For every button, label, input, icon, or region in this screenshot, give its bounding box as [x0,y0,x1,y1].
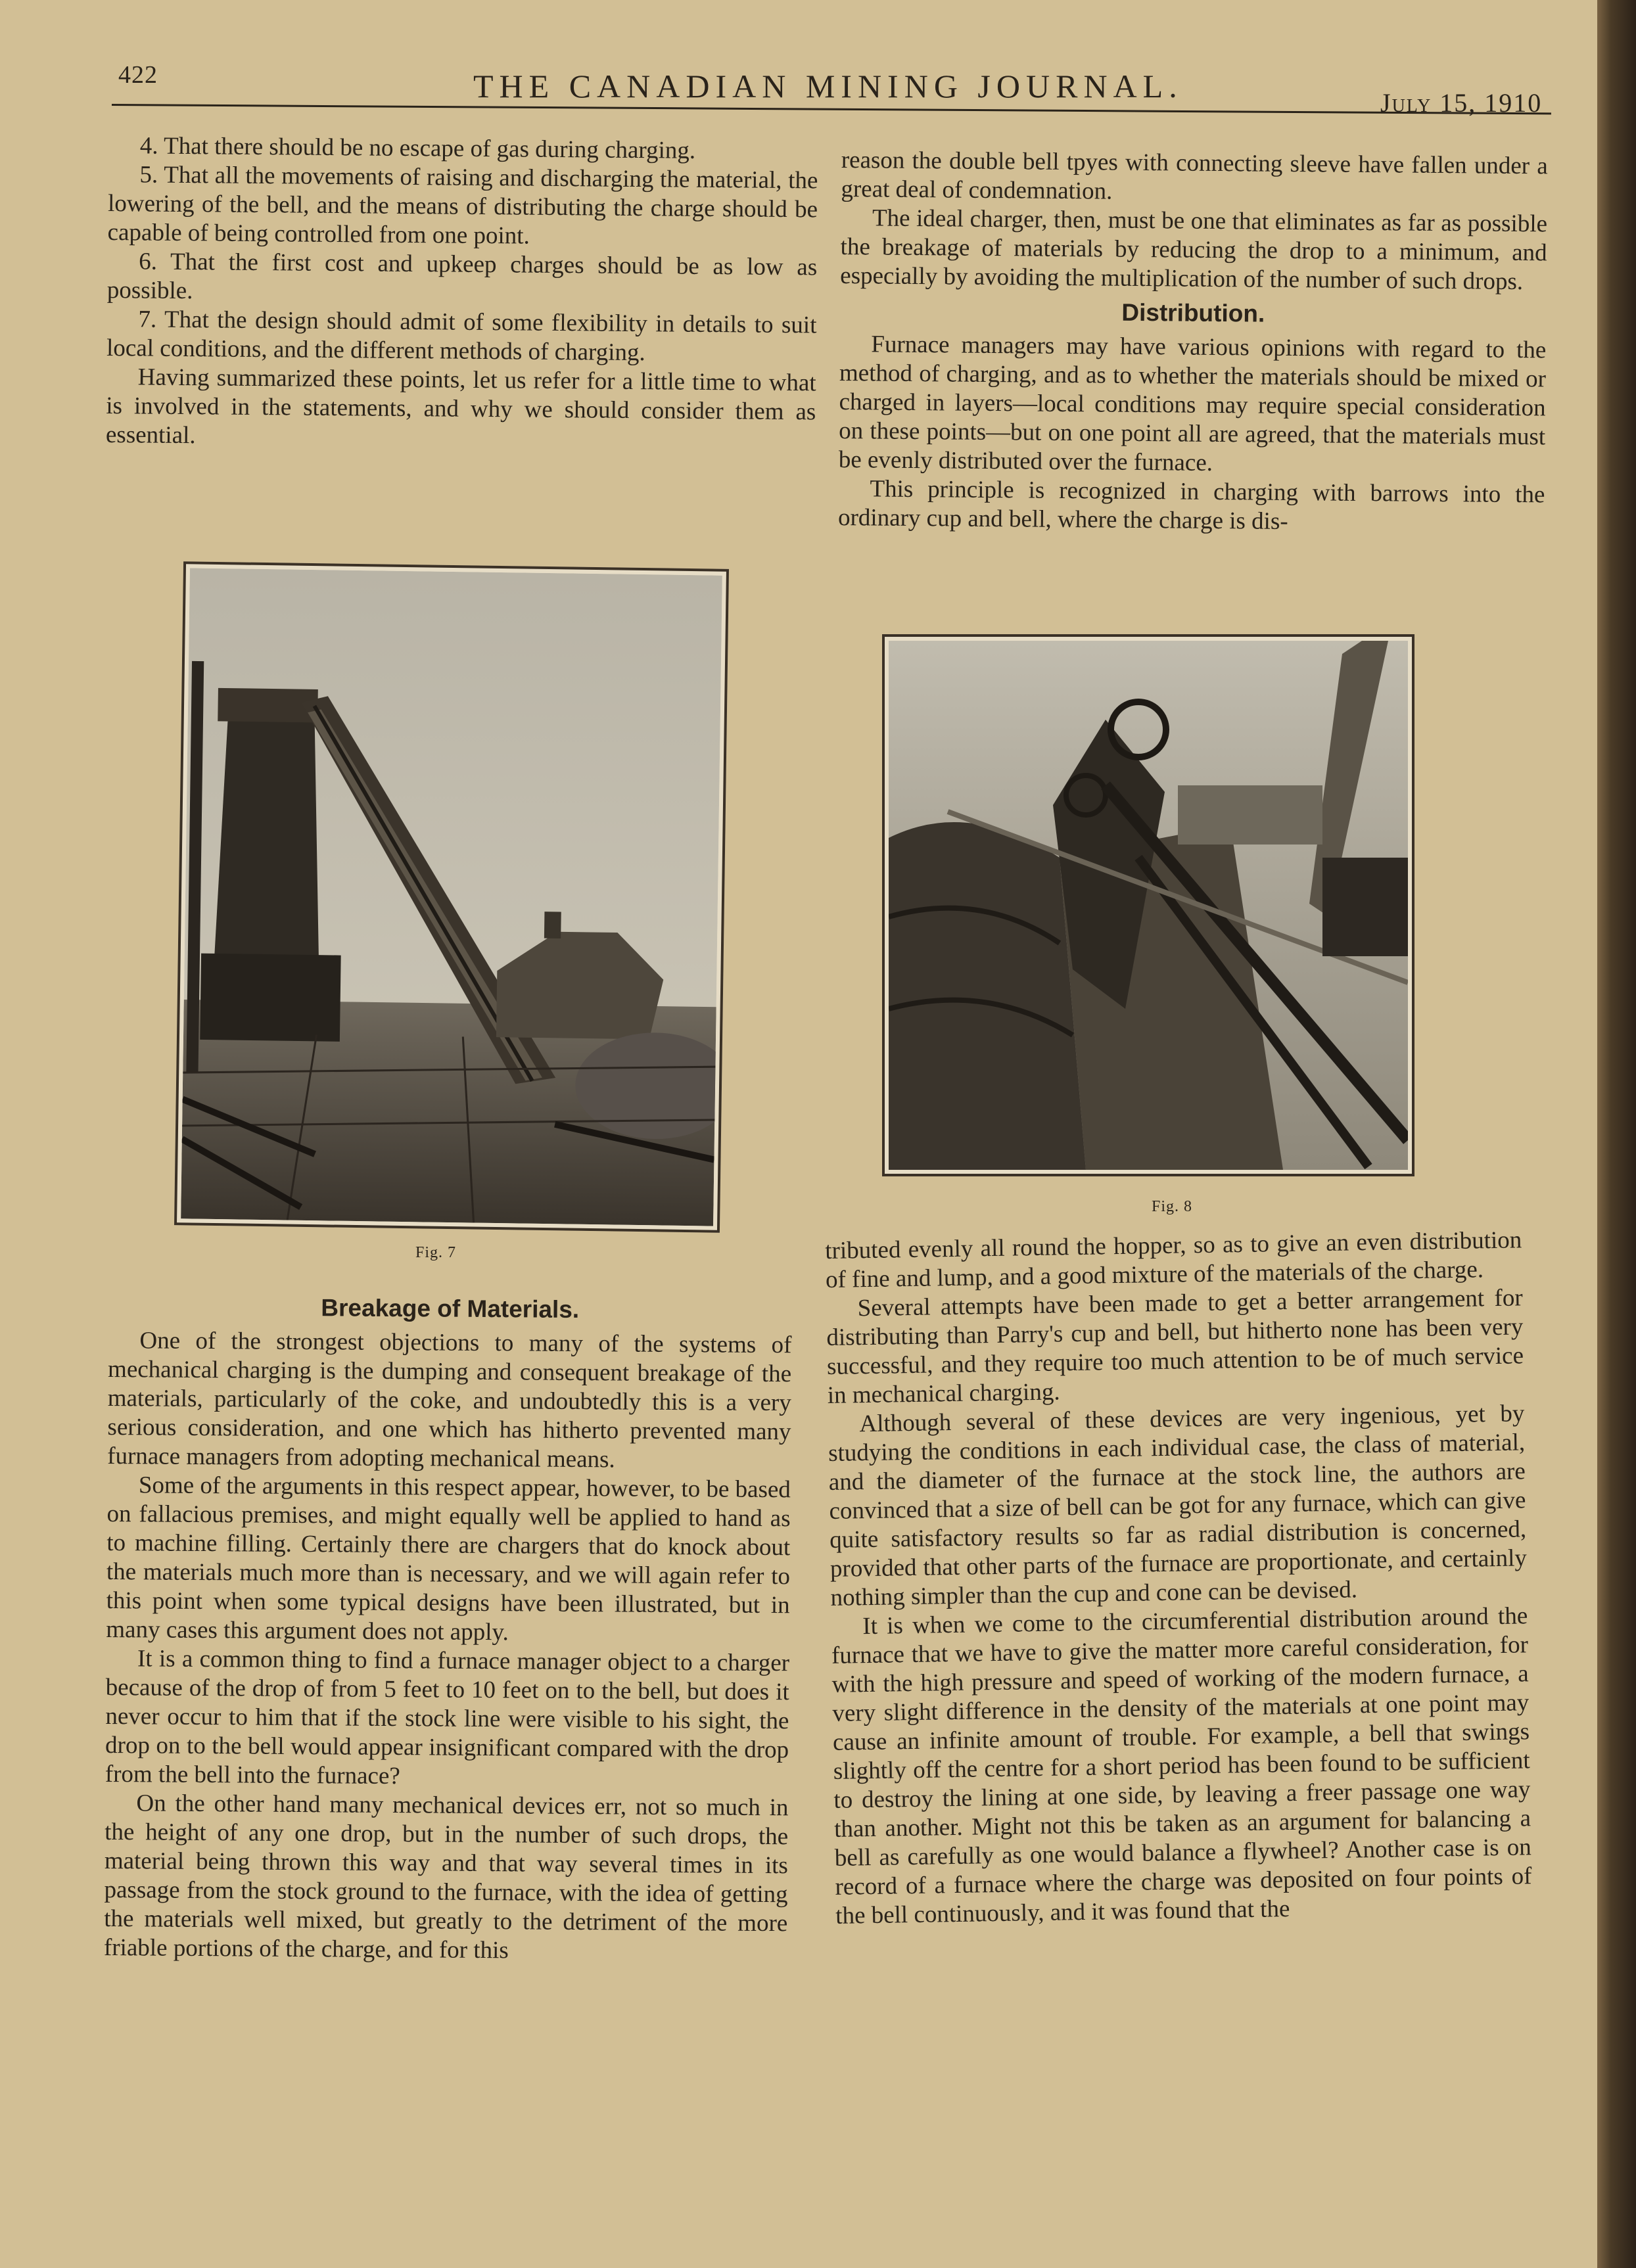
drop-paragraph: It is a common thing to find a furnace manager object to a charger because of the drop of from 5 feet to 10 feet on to the bell, but does it never occur to him that if the stock line were visible to his sight, the drop on to the bell would appear insignificant compared with the drop from the bell into the furnace? [105,1645,790,1790]
furnace-hoist-photo [181,568,722,1226]
distribution-heading: Distribution. [1121,298,1265,327]
list-item-5: 5. That all the movements of raising and discharging the material, the lowering of the bell, and the means of distributing the charge should be capable of being controlled from one point. [107,161,818,250]
left-column-top [106,131,818,455]
list-item-4: 4. That there should be no escape of gas during charging. [139,132,696,164]
arguments-paragraph: Some of the arguments in this respect appear, however, to be based on fallacious premises, and might equally well be applied to hand as to machine filling. Certainly there are chargers that do knock about the materials much more than is necessary, and we will again refer to this point when some typical designs have been illustrated, but in many cases this argument does not apply. [106,1471,791,1646]
list-item-7: 7. That the design should admit of some flexibility in details to suit local conditions, and the different methods of charging. [106,306,817,367]
figure-8-photo [882,634,1414,1176]
summary-paragraph: Having summarized these points, let us refer for a little time to what is involved in the statements, and why we should consider them as essential. [105,363,816,450]
header-rule [112,104,1551,114]
ingenious-paragraph: Although several of these devices are very ingenious, yet by studying the conditions in each individual case, the class of material, and the diameter of the furnace at the stock line, the authors are convinced that a size of bell can be got for any furnace, which can give quite satisfactory results so far as radial distribution is concerned, provided that other parts of the furnace are proportionate, and certainly nothing simpler than the cup and cone can be devised. [828,1400,1528,1611]
journal-title: THE CANADIAN MINING JOURNAL. [473,68,1183,104]
figure-7-caption: Fig. 7 [415,1244,457,1261]
page-number: 422 [118,61,158,89]
list-item-6: 6. That the first cost and upkeep charges should be as low as possible. [106,248,818,305]
figure-7-photo [174,561,729,1232]
attempts-paragraph: Several attempts have been made to get a better arrangement for distributing than Parry's cup and bell, but hitherto none has been very successful, and they require too much attention to be of much service in mechanical charging. [826,1284,1524,1409]
ideal-charger-paragraph: The ideal charger, then, must be one that eliminates as far as possible the breakage of materials by reducing the drop to a minimum, and especially by avoiding the multiplication of the number of such drops. [840,204,1548,296]
right-column-top [838,146,1548,538]
objections-paragraph: One of the strongest objections to many of the systems of mechanical charging is the dumping and consequent breakage of the materials, particularly of the coke, and undoubtedly this is a very serious consideration, and one which has hitherto prevented many furnace managers from adopting mechanical means. [107,1327,792,1473]
breakage-heading: Breakage of Materials. [321,1294,580,1324]
devices-paragraph: On the other hand many mechanical devices err, not so much in the height of any one drop, but in the number of such drops, the material being thrown this way and that way several times in its passage from the stock ground to the furnace, with the idea of getting the materials well mixed, but greatly to the detriment of the more friable portions of the charge, and for this [103,1790,789,1964]
left-column-bottom [104,1287,792,1967]
charging-gear-photo [889,641,1408,1170]
right-column-bottom [825,1226,1532,1931]
issue-date: July 15, 1910 [1380,88,1543,118]
binding-edge [1597,0,1636,2268]
figure-8-caption: Fig. 8 [1152,1198,1193,1215]
furnace-managers-paragraph: Furnace managers may have various opinions with regard to the method of charging, and as to whether the materials should be mixed or charged in layers—local conditions may require special consideration on these points—but on one point all are agreed, that the materials must be evenly distributed over the furnace. [838,331,1547,476]
circumferential-paragraph: It is when we come to the circumferential distribution around the furnace that we have to give the matter more careful consideration, for with the high pressure and speed of working of the modern furnace, a very slight difference in the density of the materials at one point may cause an infinite amount of trouble. For example, a bell that swings slightly off the centre for a short period has been found to be sufficient to destroy the lining at one side, by leaving a freer passage one way than another. Might not this be taken as an argument for balancing a bell as carefully as one would balance a flywheel? Another case is on record of a furnace where the charge was deposited on four points of the bell continuously, and it was found that the [831,1602,1532,1930]
continuation-paragraph: reason the double bell tpyes with connecting sleeve have fallen under a great deal of condemnation. [841,146,1548,205]
principle-paragraph: This principle is recognized in charging with barrows into the ordinary cup and bell, where the charge is dis- [837,475,1545,535]
tributed-paragraph: tributed evenly all round the hopper, so as to give an even distribution of fine and lump, and a good mixture of the materials of the charge. [825,1226,1522,1293]
running-head [0,0,1597,131]
